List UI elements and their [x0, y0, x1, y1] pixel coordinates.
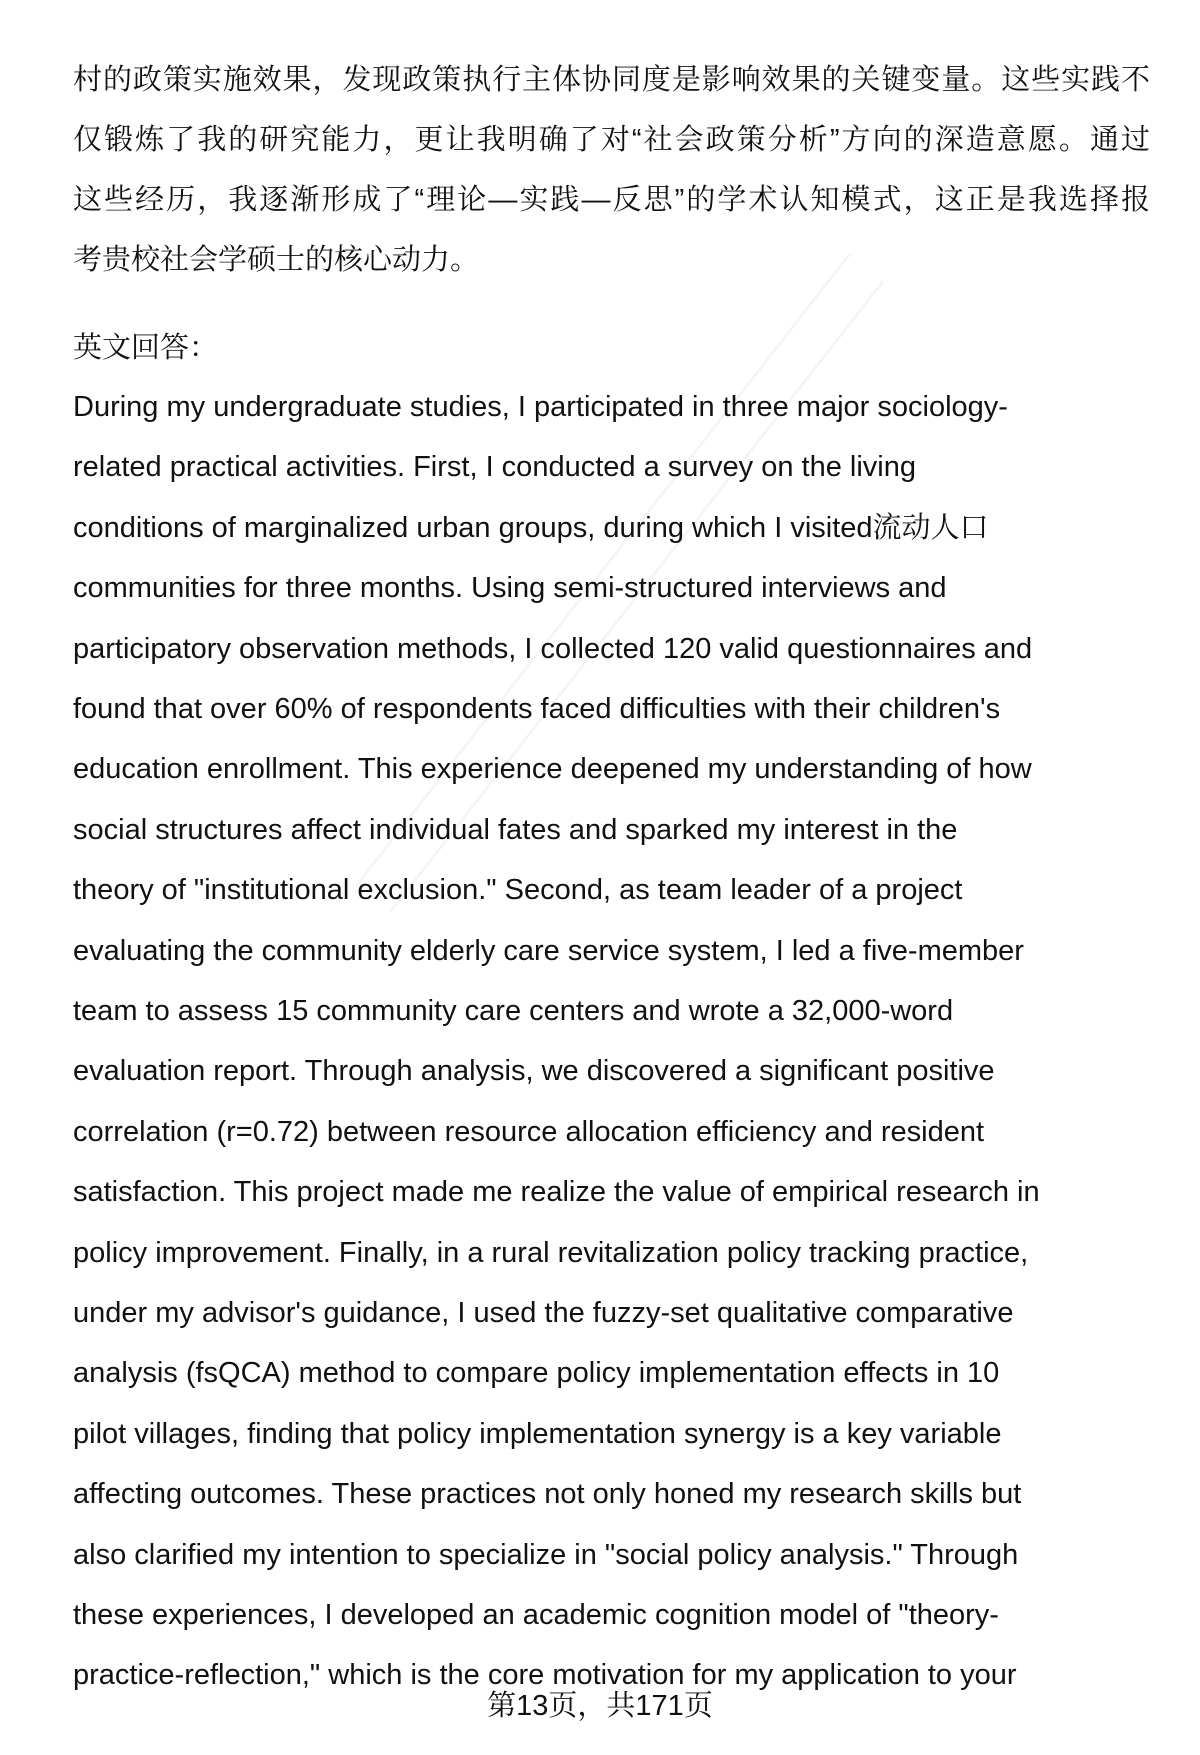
paragraph-line: conditions of marginalized urban groups, during which I visited流动人口	[73, 511, 989, 544]
paragraph-line: related practical activities. First, I conducted a survey on the living	[73, 451, 916, 484]
paragraph-line: education enrollment. This experience deepened my understanding of how	[73, 753, 1032, 786]
page-number: 第13页，共171页	[487, 1690, 713, 1722]
paragraph-line: During my undergraduate studies, I participated in three major sociology-	[73, 391, 1008, 423]
paragraph-line: evaluating the community elderly care service system, I led a five-member	[73, 934, 1024, 967]
paragraph-line: evaluation report. Through analysis, we discovered a significant positive	[73, 1055, 995, 1088]
paragraph-line: theory of "institutional exclusion." Second, as team leader of a project	[73, 874, 963, 907]
paragraph-line: practice-reflection," which is the core motivation for my application to your	[73, 1659, 1017, 1692]
paragraph-line: analysis (fsQCA) method to compare policy implementation effects in 10	[73, 1357, 1000, 1390]
paragraph-line: policy improvement. Finally, in a rural revitalization policy tracking practice,	[73, 1236, 1029, 1269]
paragraph-line: social structures affect individual fates and sparked my interest in the	[73, 813, 958, 846]
paragraph-line: team to assess 15 community care centers and wrote a 32,000-word	[73, 995, 954, 1027]
paragraph-line: under my advisor's guidance, I used the fuzzy-set qualitative comparative	[73, 1297, 1014, 1329]
paragraph-line: these experiences, I developed an academic cognition model of "theory-	[73, 1599, 999, 1631]
paragraph-line: 这些经历，我逐渐形成了“理论—实践—反思”的学术认知模式，这正是我选择报	[73, 184, 1150, 216]
paragraph-line: satisfaction. This project made me realize the value of empirical research in	[73, 1176, 1040, 1209]
section-heading: 英文回答：	[73, 332, 219, 364]
paragraph-line: found that over 60% of respondents faced difficulties with their children's	[73, 693, 1001, 725]
paragraph-line: 仅锻炼了我的研究能力，更让我明确了对“社会政策分析”方向的深造意愿。通过	[73, 124, 1150, 156]
paragraph-line: 村的政策实施效果，发现政策执行主体协同度是影响效果的关键变量。这些实践不	[73, 64, 1150, 96]
paragraph-line: communities for three months. Using semi-structured interviews and	[73, 572, 947, 605]
paragraph-line: correlation (r=0.72) between resource allocation efficiency and resident	[73, 1115, 985, 1148]
paragraph-line: participatory observation methods, I collected 120 valid questionnaires and	[73, 632, 1033, 665]
paragraph-line: 考贵校社会学硕士的核心动力。	[73, 244, 480, 276]
paragraph-line: affecting outcomes. These practices not only honed my research skills but	[73, 1478, 1022, 1511]
paragraph-line: also clarified my intention to specialize in "social policy analysis." Through	[73, 1538, 1019, 1571]
paragraph-line: pilot villages, finding that policy implementation synergy is a key variable	[73, 1417, 1002, 1450]
